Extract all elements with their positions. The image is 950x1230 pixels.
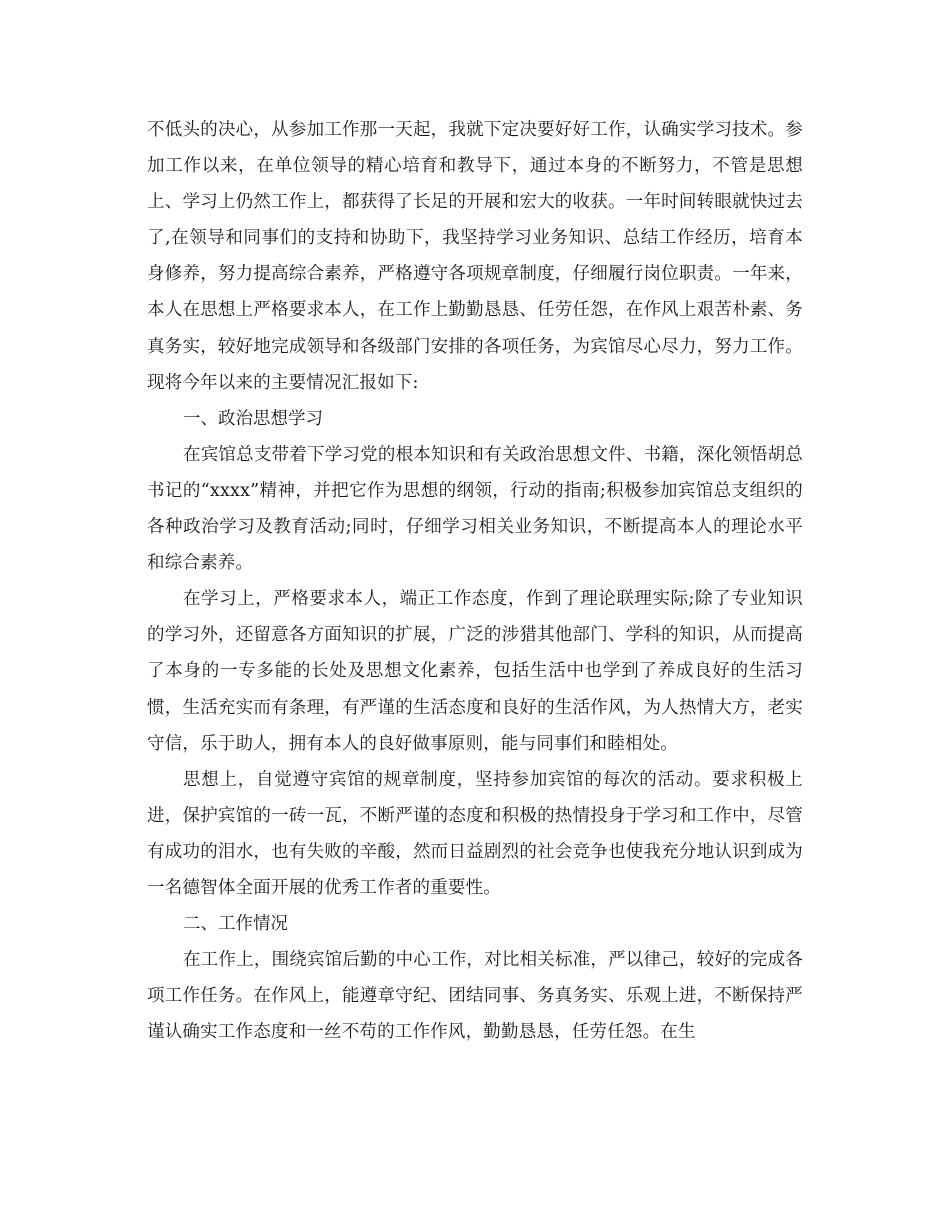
paragraph-intro: 不低头的决心，从参加工作那一天起，我就下定决要好好工作，认确实学习技术。参加工作以来，在单位领导的精心培育和教导下，通过本身的不断努力，不管是思想上、学习上仍然工作上，都获得了长足的开展和宏大的收获。一年时间转眼就快过去了,在领导和同事们的支持和协助下，我坚持学习业务知识、总结工作经历，培育本身修养，努力提高综合素养，严格遵守各项规章制度，仔细履行岗位职责。一年来，本人在思想上严格要求本人，在工作上勤勤恳恳、任劳任怨，在作风上艰苦朴素、务真务实，较好地完成领导和各级部门安排的各项任务，为宾馆尽心尽力，努力工作。现将今年以来的主要情况汇报如下: xyxy=(147,120,803,393)
section-heading-work: 二、工作情况 xyxy=(183,914,288,935)
paragraph-learning: 在学习上，严格要求本人，端正工作态度，作到了理论联理实际;除了专业知识的学习外，还留意各方面知识的扩展，广泛的涉猎其他部门、学科的知识，从而提高了本身的一专多能的长处及思想文化素养，包括生活中也学到了养成良好的生活习惯，生活充实而有条理，有严谨的生活态度和良好的生活作风，为人热情大方，老实守信，乐于助人，拥有本人的良好做事原则，能与同事们和睦相处。 xyxy=(147,589,803,754)
document-page xyxy=(147,112,803,1050)
paragraph-work: 在工作上，围绕宾馆后勤的中心工作，对比相关标准，严以律己，较好的完成各项工作任务。在作风上，能遵章守纪、团结同事、务真务实、乐观上进，不断保持严谨认确实工作态度和一丝不苟的工作作风，勤勤恳恳，任劳任怨。在生 xyxy=(147,950,803,1043)
section-heading-political-study: 一、政治思想学习 xyxy=(183,408,323,429)
paragraph-thought: 思想上，自觉遵守宾馆的规章制度，坚持参加宾馆的每次的活动。要求积极上进，保护宾馆的一砖一瓦，不断严谨的态度和积极的热情投身于学习和工作中，尽管有成功的泪水，也有失败的辛酸，然而日益剧烈的社会竞争也使我充分地认识到成为一名德智体全面开展的优秀工作者的重要性。 xyxy=(147,769,803,898)
paragraph-political-study: 在宾馆总支带着下学习党的根本知识和有关政治思想文件、书籍，深化领悟胡总书记的“xxxx”精神，并把它作为思想的纲领，行动的指南;积极参加宾馆总支组织的各种政治学习及教育活动;同时，仔细学习相关业务知识，不断提高本人的理论水平和综合素养。 xyxy=(147,444,803,574)
